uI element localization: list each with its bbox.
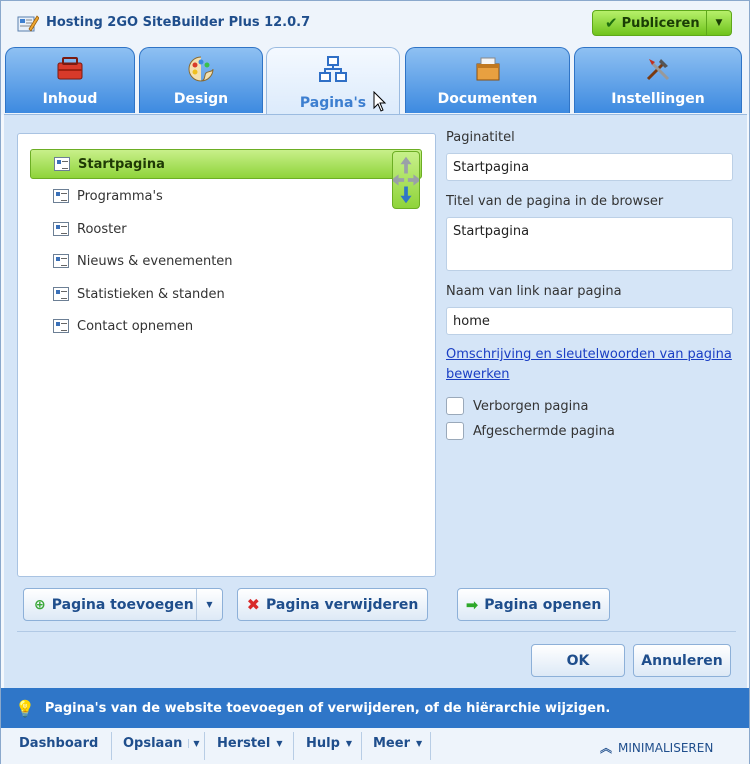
delete-page-button[interactable] [237,588,428,621]
page-icon [53,189,69,203]
add-page-dropdown[interactable]: ▼ [196,589,222,620]
tree-item-label: Nieuws & evenementen [77,253,233,269]
save-label: Opslaan [123,736,183,751]
help-label: Hulp [306,736,340,751]
tree-item-nieuws[interactable] [30,246,422,276]
minimize-button[interactable] [600,739,713,756]
tab-label: Instellingen [611,91,705,107]
cancel-button[interactable]: Annuleren [633,644,731,677]
lightbulb-icon: 💡 [15,698,35,718]
publish-button[interactable] [593,11,706,35]
double-chevron-up-icon: ︽ [600,741,613,755]
add-page-button-group [23,588,223,621]
tree-item-label: Contact opnemen [77,318,194,334]
publish-dropdown-button[interactable] [706,11,731,35]
add-icon: ⊕ [34,596,46,613]
caret-down-icon: ▼ [415,739,423,748]
tree-item-label: Programma's [77,188,163,204]
divider [17,631,736,632]
open-page-button[interactable] [457,588,610,621]
box-icon [473,54,503,84]
tab-label: Inhoud [42,91,98,107]
protected-page-label: Afgeschermde pagina [473,423,615,439]
publish-button-group [592,10,732,36]
restore-label: Herstel [217,736,271,751]
separator [111,732,112,760]
tab-instellingen[interactable] [574,47,742,113]
dashboard-button[interactable]: Dashboard [19,736,99,751]
separator [204,732,205,760]
page-icon [54,157,70,171]
page-icon [53,222,69,236]
tab-label: Pagina's [299,95,367,111]
protected-page-checkbox[interactable] [446,422,615,440]
bottom-toolbar [1,728,749,764]
title-bar [1,1,749,45]
browser-title-label: Titel van de pagina in de browser [446,194,664,209]
edit-meta-link[interactable]: Omschrijving en sleutelwoorden van pagina bewerken [446,347,732,382]
delete-page-label: Pagina verwijderen [266,596,419,613]
publish-label: Publiceren [621,15,700,31]
tree-item-contact[interactable] [30,311,422,341]
more-label: Meer [373,736,410,751]
help-menu[interactable] [306,736,352,751]
app-title: Hosting 2GO SiteBuilder Plus 12.0.7 [46,15,311,30]
tree-item-rooster[interactable] [30,214,422,244]
separator [430,732,431,760]
tree-item-label: Statistieken & standen [77,286,225,302]
link-name-input[interactable]: home [446,307,733,335]
more-menu[interactable] [373,736,422,751]
checkbox-box[interactable] [446,397,464,415]
palette-icon [186,54,216,84]
tab-design[interactable] [139,47,263,113]
hidden-page-checkbox[interactable] [446,397,588,415]
caret-down-icon: ▼ [276,739,283,748]
toolbox-icon [55,54,85,84]
save-menu[interactable] [123,736,200,751]
separator [361,732,362,760]
tools-icon [643,54,673,84]
main-tabs [1,45,749,115]
checkmark-icon: ✔ [605,14,618,32]
arrow-right-icon: ➡ [465,595,479,614]
tree-item-startpagina[interactable] [30,149,422,179]
hidden-page-label: Verborgen pagina [473,398,589,414]
page-title-input[interactable]: Startpagina [446,153,733,181]
minimize-label: MINIMALISEREN [618,740,714,755]
tab-documenten[interactable] [405,47,570,113]
caret-down-icon: ▼ [188,739,199,748]
add-page-button[interactable]: Pagina toevoegen [51,596,194,613]
page-icon [53,287,69,301]
link-name-label: Naam van link naar pagina [446,284,622,299]
page-icon [53,319,69,333]
tab-label: Design [173,91,229,107]
tab-label: Documenten [437,91,538,107]
tree-item-label: Rooster [77,221,127,237]
page-tree [17,133,436,577]
checkbox-box[interactable] [446,422,464,440]
restore-menu[interactable] [217,736,283,751]
delete-icon: ✖ [246,595,260,614]
sitemap-icon [318,54,348,84]
pages-panel [4,114,747,688]
tree-item-statistieken[interactable] [30,279,422,309]
open-page-label: Pagina openen [484,596,602,613]
page-title-label: Paginatitel [446,130,515,145]
page-icon [53,254,69,268]
status-hint: Pagina's van de website toevoegen of verwijderen, of de hiërarchie wijzigen. [44,700,611,716]
tab-inhoud[interactable] [5,47,135,113]
browser-title-input[interactable]: Startpagina [446,217,733,271]
app-logo-icon [17,13,39,33]
tree-item-label: Startpagina [78,156,165,172]
separator [293,732,294,760]
caret-down-icon: ▼ [345,739,353,748]
mouse-cursor-icon [373,91,389,113]
tree-item-programmas[interactable] [30,181,422,211]
status-bar [1,688,749,728]
ok-button[interactable]: OK [531,644,625,677]
caret-down-icon: ▼ [715,18,723,28]
